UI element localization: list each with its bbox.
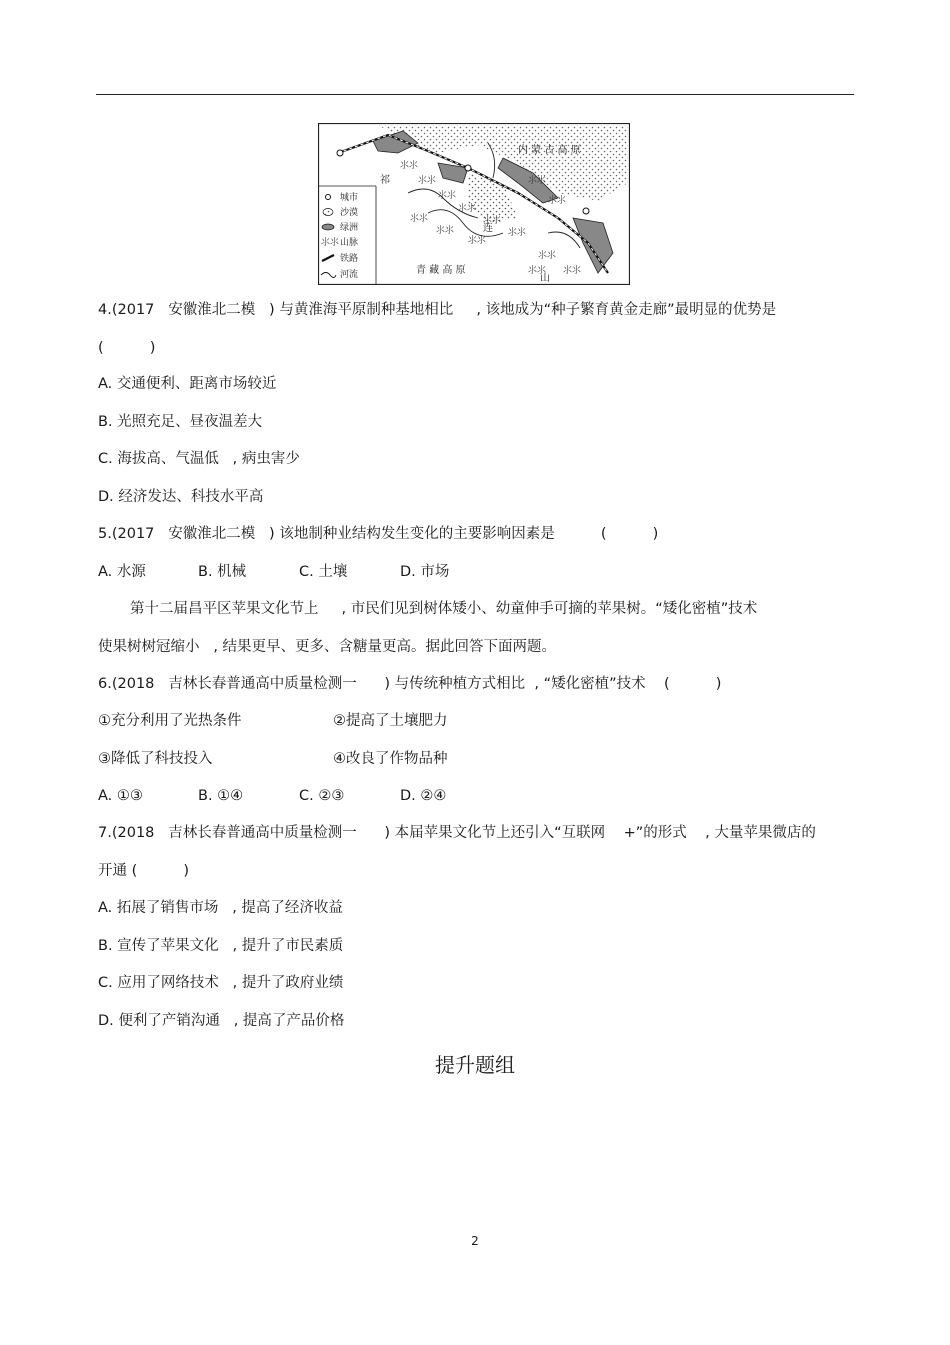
desert-icon	[323, 209, 333, 216]
q7-option-c: C. 应用了网络技术 , 提升了政府业绩	[98, 975, 344, 991]
q5-option-a: A. 水源	[98, 564, 146, 580]
q5-option-b: B. 机械	[198, 564, 247, 580]
q5-option-d: D. 市场	[400, 564, 450, 580]
city-marker	[465, 165, 471, 171]
page-number: 2	[471, 1234, 479, 1248]
q5-stem: 5.(2017 安徽淮北二模 ) 该地制种业结构发生变化的主要影响因素是 ( )	[98, 526, 659, 542]
q7-stem-cont: 开通 ( )	[98, 863, 190, 879]
q4-option-a: A. 交通便利、距离市场较近	[98, 376, 277, 392]
svg-text:河流: 河流	[340, 270, 359, 280]
svg-text:⺢⺢: ⺢⺢	[563, 266, 582, 276]
q6-item-1: ①充分利用了光热条件	[98, 713, 242, 729]
svg-text:沙漠: 沙漠	[340, 208, 359, 218]
q7-option-d: D. 便利了产销沟通 , 提高了产品价格	[98, 1013, 345, 1029]
q6-stem: 6.(2018 吉林长春普通高中质量检测一 ) 与传统种植方式相比 , “矮化密植”技术 ( )	[98, 676, 722, 692]
q4-option-d: D. 经济发达、科技水平高	[98, 489, 264, 505]
q4-stem: 4.(2017 安徽淮北二模 ) 与黄淮海平原制种基地相比 , 该地成为“种子繁育黄金走廊”最明显的优势是	[98, 302, 777, 318]
q4-option-b: B. 光照充足、昼夜温差大	[98, 414, 263, 430]
passage-line-2: 使果树树冠缩小 , 结果更早、更多、含糖量更高。据此回答下面两题。	[98, 639, 557, 655]
city-icon	[326, 195, 331, 200]
svg-text:山脉: 山脉	[340, 238, 359, 248]
label-qi: 祁	[380, 175, 390, 186]
section-heading: 提升题组	[435, 1053, 515, 1077]
svg-text:⺢⺢: ⺢⺢	[458, 204, 477, 214]
svg-text:⺢⺢: ⺢⺢	[538, 251, 557, 261]
svg-text:⺢⺢: ⺢⺢	[400, 161, 419, 171]
svg-text:铁路: 铁路	[340, 254, 359, 264]
label-tibet: 青 藏 高 原	[416, 265, 466, 276]
q4-option-c: C. 海拔高、气温低 , 病虫害少	[98, 451, 300, 467]
q6-item-4: ④改良了作物品种	[333, 751, 448, 767]
svg-text:⺢⺢: ⺢⺢	[508, 228, 527, 238]
q7-option-b: B. 宣传了苹果文化 , 提升了市民素质	[98, 938, 344, 954]
q6-option-c: C. ②③	[299, 788, 345, 804]
q7-stem: 7.(2018 吉林长春普通高中质量检测一 ) 本届苹果文化节上还引入“互联网 +”的形式 , 大量苹果微店的	[98, 825, 816, 841]
svg-text:⺢⺢: ⺢⺢	[528, 176, 547, 186]
q7-option-a: A. 拓展了销售市场 , 提高了经济收益	[98, 900, 343, 916]
q6-option-d: D. ②④	[400, 788, 447, 804]
svg-text:⺢⺢: ⺢⺢	[468, 236, 487, 246]
q6-item-3: ③降低了科技投入	[98, 751, 213, 767]
svg-text:城市: 城市	[340, 193, 359, 203]
label-shan: 山	[540, 273, 550, 284]
oasis-icon	[322, 224, 334, 230]
q5-option-c: C. 土壤	[299, 564, 348, 580]
hexi-corridor-map	[318, 123, 630, 285]
label-lian: 连	[483, 223, 493, 234]
q6-option-b: B. ①④	[198, 788, 244, 804]
svg-text:⺢⺢: ⺢⺢	[483, 216, 502, 226]
passage-line-1: 第十二届昌平区苹果文化节上 , 市民们见到树体矮小、幼童伸手可摘的苹果树。“矮化密植”技术	[130, 601, 758, 617]
header-rule	[96, 94, 854, 95]
city-marker	[337, 150, 343, 156]
svg-text:⺢⺢: ⺢⺢	[436, 226, 455, 236]
mountain-icon: ⺢⺢	[321, 238, 340, 248]
svg-text:⺢⺢: ⺢⺢	[438, 191, 457, 201]
city-marker	[583, 208, 589, 214]
q6-option-a: A. ①③	[98, 788, 143, 804]
svg-text:⺢⺢: ⺢⺢	[548, 196, 567, 206]
q4-bracket: ( )	[98, 340, 156, 356]
q6-item-2: ②提高了土壤肥力	[333, 713, 448, 729]
svg-text:⺢⺢: ⺢⺢	[528, 266, 547, 276]
svg-text:⺢⺢: ⺢⺢	[410, 214, 429, 224]
svg-text:绿洲: 绿洲	[340, 223, 359, 233]
svg-text:⺢⺢: ⺢⺢	[418, 176, 437, 186]
label-inner-mongolia: 内 蒙 古 高 原	[518, 145, 581, 156]
